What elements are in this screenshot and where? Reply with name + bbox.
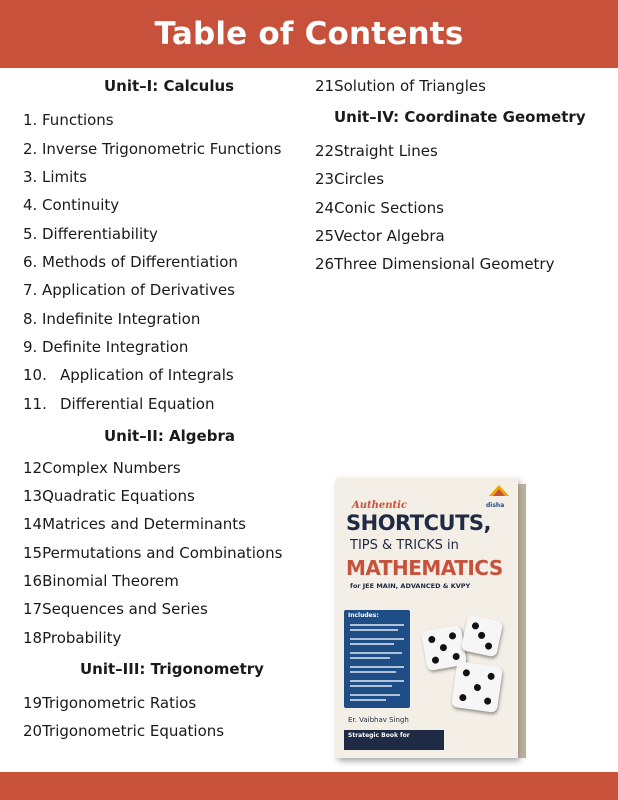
- item-number: 11.: [23, 395, 47, 413]
- toc-item-23[interactable]: [315, 170, 384, 188]
- item-number: 18: [23, 629, 43, 647]
- toc-item-22[interactable]: [315, 142, 438, 160]
- toc-item-3[interactable]: [23, 168, 87, 186]
- item-label: Three Dimensional Geometry: [334, 255, 555, 273]
- item-number: 20: [23, 722, 43, 740]
- item-label: Probability: [42, 629, 122, 647]
- item-number: 5.: [23, 225, 38, 243]
- toc-item-6[interactable]: [23, 253, 238, 271]
- toc-item-12[interactable]: [23, 459, 181, 477]
- book-subtitle: for JEE MAIN, ADVANCED & KVPY: [350, 582, 471, 590]
- unit-3-heading: Unit–III: Trigonometry: [80, 660, 264, 678]
- book-kicker: Authentic: [352, 500, 408, 511]
- text-line: [350, 652, 402, 654]
- book-title-line-2: TIPS & TRICKS in: [350, 538, 459, 553]
- item-number: 7.: [23, 281, 38, 299]
- text-line: [350, 685, 392, 687]
- toc-item-11[interactable]: [23, 395, 214, 413]
- item-label: Circles: [334, 170, 385, 188]
- item-label: Application of Integrals: [60, 366, 234, 384]
- toc-item-25[interactable]: [315, 227, 445, 245]
- item-label: Vector Algebra: [334, 227, 445, 245]
- item-number: 6.: [23, 253, 38, 271]
- text-line: [350, 680, 404, 682]
- book-spine: [518, 484, 526, 758]
- toc-item-20[interactable]: [23, 722, 224, 740]
- toc-item-18[interactable]: [23, 629, 121, 647]
- item-label: Permutations and Combinations: [42, 544, 283, 562]
- title-banner: [0, 0, 618, 68]
- item-number: 1.: [23, 111, 38, 129]
- toc-item-14[interactable]: [23, 515, 246, 533]
- item-label: Binomial Theorem: [42, 572, 179, 590]
- item-number: 3.: [23, 168, 38, 186]
- item-number: 15: [23, 544, 43, 562]
- toc-item-26[interactable]: [315, 255, 554, 273]
- item-label: Methods of Differentiation: [42, 253, 238, 271]
- text-line: [350, 657, 390, 659]
- publisher-name: disha: [486, 502, 505, 509]
- item-number: 13: [23, 487, 43, 505]
- text-line: [350, 638, 404, 640]
- book-title-line-3: MATHEMATICS: [346, 556, 503, 580]
- item-label: Conic Sections: [334, 199, 444, 217]
- toc-item-9[interactable]: [23, 338, 188, 356]
- item-number: 17: [23, 600, 43, 618]
- toc-item-16[interactable]: [23, 572, 179, 590]
- text-line: [350, 694, 400, 696]
- book-front: [336, 478, 518, 758]
- item-number: 2.: [23, 140, 38, 158]
- unit-1-heading: Unit–I: Calculus: [104, 77, 235, 95]
- item-label: Continuity: [42, 196, 120, 214]
- book-author: Er. Vaibhav Singh: [348, 716, 409, 724]
- unit-4-heading: Unit–IV: Coordinate Geometry: [334, 108, 586, 126]
- toc-item-8[interactable]: [23, 310, 200, 328]
- item-label: Differential Equation: [60, 395, 215, 413]
- item-label: Differentiability: [42, 225, 158, 243]
- item-label: Limits: [42, 168, 87, 186]
- item-number: 24: [315, 199, 335, 217]
- item-number: 14: [23, 515, 43, 533]
- item-number: 9.: [23, 338, 38, 356]
- item-number: 8.: [23, 310, 38, 328]
- toc-item-1[interactable]: [23, 111, 114, 129]
- text-line: [350, 671, 396, 673]
- toc-item-15[interactable]: [23, 544, 282, 562]
- item-number: 23: [315, 170, 335, 188]
- item-label: Solution of Triangles: [334, 77, 486, 95]
- toc-item-10[interactable]: [23, 366, 234, 384]
- book-band-text: Strategic Book for: [348, 732, 410, 739]
- footer-bar: [0, 772, 618, 800]
- toc-item-4[interactable]: [23, 196, 119, 214]
- item-label: Complex Numbers: [42, 459, 181, 477]
- text-line: [350, 699, 386, 701]
- item-number: 19: [23, 694, 43, 712]
- book-title-line-1: SHORTCUTS,: [346, 511, 491, 535]
- text-line: [350, 624, 404, 626]
- item-number: 22: [315, 142, 335, 160]
- item-label: Sequences and Series: [42, 600, 208, 618]
- item-label: Trigonometric Ratios: [42, 694, 197, 712]
- item-label: Application of Derivatives: [42, 281, 235, 299]
- item-label: Matrices and Determinants: [42, 515, 246, 533]
- toc-item-21[interactable]: [315, 77, 486, 95]
- toc-item-7[interactable]: [23, 281, 235, 299]
- item-label: Definite Integration: [42, 338, 189, 356]
- text-line: [350, 629, 398, 631]
- item-label: Functions: [42, 111, 114, 129]
- item-label: Straight Lines: [334, 142, 438, 160]
- item-number: 10.: [23, 366, 47, 384]
- text-line: [350, 666, 404, 668]
- item-label: Indefinite Integration: [42, 310, 201, 328]
- item-number: 16: [23, 572, 43, 590]
- item-label: Inverse Trigonometric Functions: [42, 140, 282, 158]
- item-label: Trigonometric Equations: [42, 722, 225, 740]
- die-icon: [451, 661, 503, 713]
- toc-item-24[interactable]: [315, 199, 444, 217]
- book-includes-heading: Includes:: [348, 612, 379, 619]
- toc-item-17[interactable]: [23, 600, 208, 618]
- item-number: 4.: [23, 196, 38, 214]
- unit-2-heading: Unit–II: Algebra: [104, 427, 235, 445]
- page-title: Table of Contents: [154, 16, 464, 52]
- toc-item-5[interactable]: [23, 225, 158, 243]
- toc-item-13[interactable]: [23, 487, 195, 505]
- book-cover: [336, 478, 518, 758]
- toc-item-19[interactable]: [23, 694, 196, 712]
- die-icon: [461, 615, 504, 658]
- item-number: 25: [315, 227, 335, 245]
- text-line: [350, 643, 394, 645]
- toc-item-2[interactable]: [23, 140, 281, 158]
- item-label: Quadratic Equations: [42, 487, 195, 505]
- item-number: 21: [315, 77, 335, 95]
- item-number: 12: [23, 459, 43, 477]
- item-number: 26: [315, 255, 335, 273]
